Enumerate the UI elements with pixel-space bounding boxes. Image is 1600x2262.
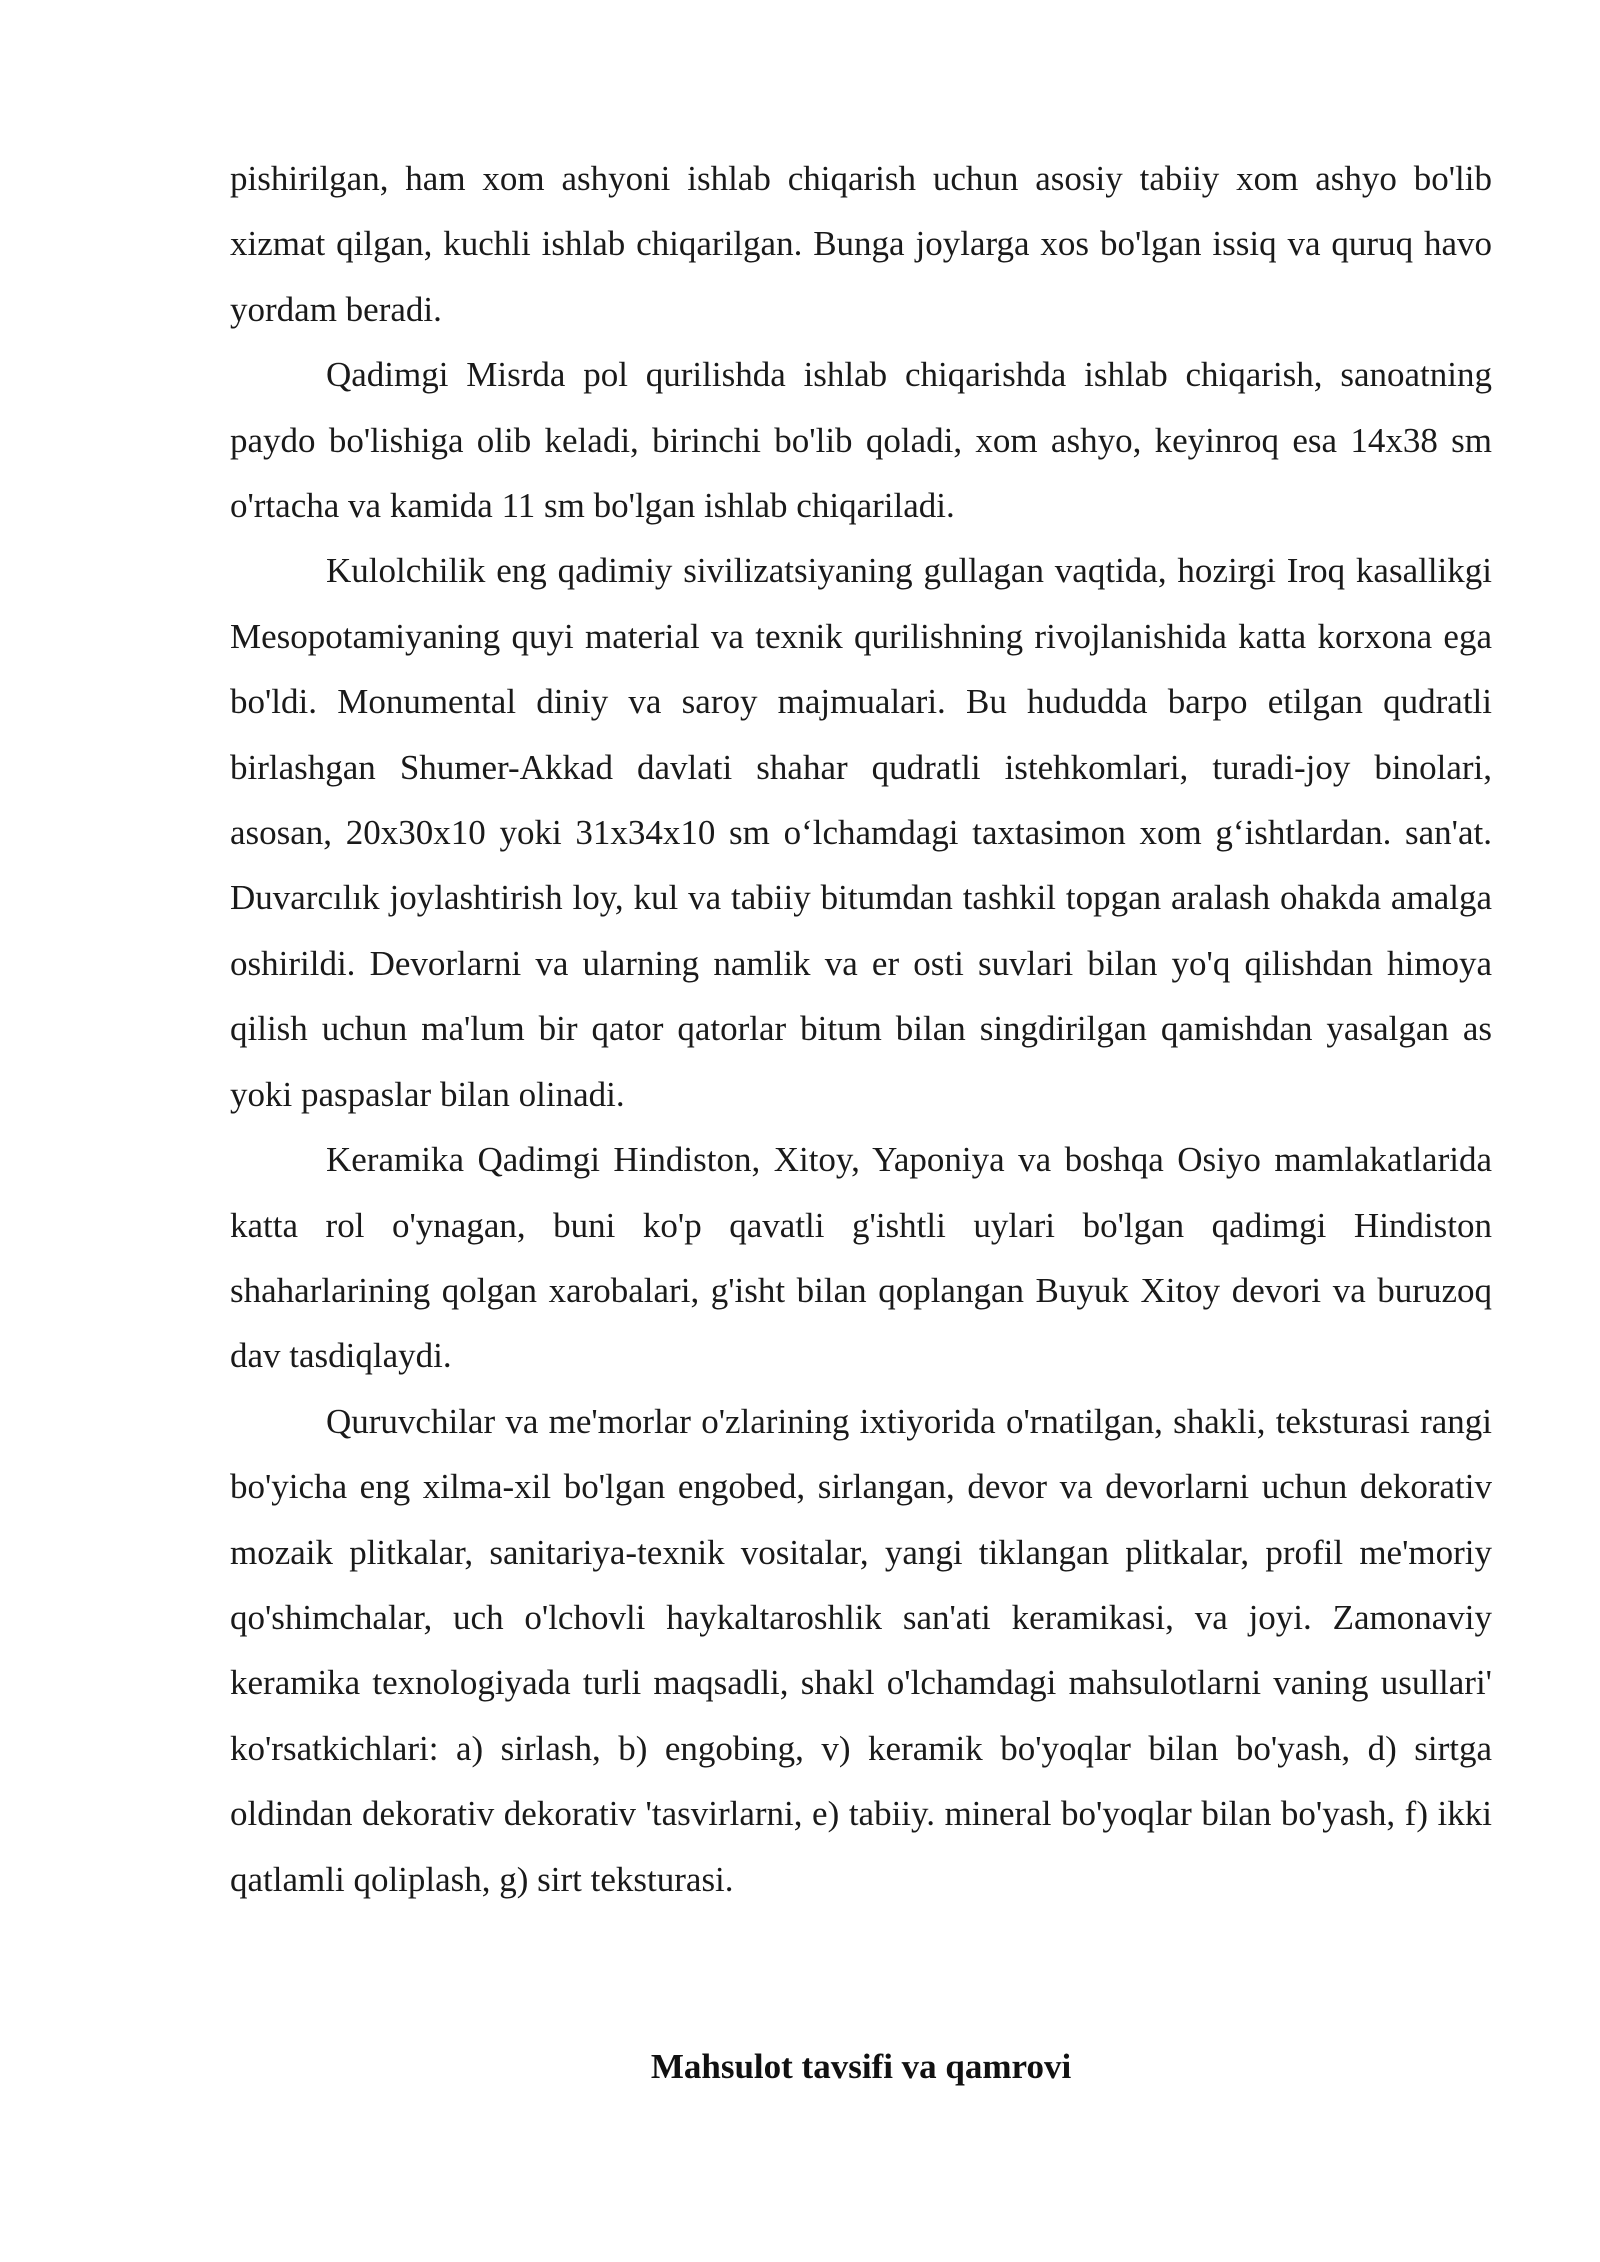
paragraph-5: Quruvchilar va me'morlar o'zlarining ixtiyorida o'rnatilgan, shakli, teksturasi rangi bo'yicha eng xilma-xil bo'lgan engobed, sirlangan, devor va devorlarni uchun dekorativ mozaik plitkalar, sanitariya-texnik vositalar, yangi tiklangan plitkalar, profil me'moriy qo'shimchalar, uch o'lchovli haykaltaroshlik san'ati keramikasi, va joyi. Zamonaviy keramika texnologiyada turli maqsadli, shakl o'lchamdagi mahsulotlarni vaning usullari' ko'rsatkichlari: a) sirlash, b) engobing, v) keramik bo'yoqlar bilan bo'yash, d) sirtga oldindan dekorativ dekorativ 'tasvirlarni, e) tabiiy. mineral bo'yoqlar bilan bo'yash, f) ikki qatlamli qoliplash, g) sirt teksturasi. xyxy=(230,1401,1492,1899)
paragraph-4: Keramika Qadimgi Hindiston, Xitoy, Yaponiya va boshqa Osiyo mamlakatlarida katta rol o'ynagan, buni ko'p qavatli g'ishtli uylari bo'lgan qadimgi Hindiston shaharlarining qolgan xarobalari, g'isht bilan qoplangan Buyuk Xitoy devori va buruzoq dav tasdiqlaydi. xyxy=(230,1140,1492,1376)
paragraph-1: pishirilgan, ham xom ashyoni ishlab chiqarish uchun asosiy tabiiy xom ashyo bo'lib xizmat qilgan, kuchli ishlab chiqarilgan. Bunga joylarga xos bo'lgan issiq va quruq havo yordam beradi. xyxy=(230,159,1492,329)
body-text xyxy=(230,146,1492,1912)
section-heading: Mahsulot tavsifi va qamrovi xyxy=(650,2047,1072,2086)
paragraph-3: Kulolchilik eng qadimiy sivilizatsiyaning gullagan vaqtida, hozirgi Iroq kasallikgi Mesopotamiyaning quyi material va texnik qurilishning rivojlanishida katta korxona ega bo'ldi. Monumental diniy va saroy majmualari. Bu hududda barpo etilgan qudratli birlashgan Shumer-Akkad davlati shahar qudratli istehkomlari, turadi-joy binolari, asosan, 20x30x10 yoki 31x34x10 sm o‘lchamdagi taxtasimon xom g‘ishtlardan. san'at. Duvarcılık joylashtirish loy, kul va tabiiy bitumdan tashkil topgan aralash ohakda amalga oshirildi. Devorlarni va ularning namlik va er osti suvlari bilan yo'q qilishdan himoya qilish uchun ma'lum bir qator qatorlar bitum bilan singdirilgan qamishdan yasalgan as yoki paspaslar bilan olinadi. xyxy=(230,551,1492,1114)
paragraph-2: Qadimgi Misrda pol qurilishda ishlab chiqarishda ishlab chiqarish, sanoatning paydo bo'lishiga olib keladi, birinchi bo'lib qoladi, xom ashyo, keyinroq esa 14x38 sm o'rtacha va kamida 11 sm bo'lgan ishlab chiqariladi. xyxy=(230,355,1492,526)
